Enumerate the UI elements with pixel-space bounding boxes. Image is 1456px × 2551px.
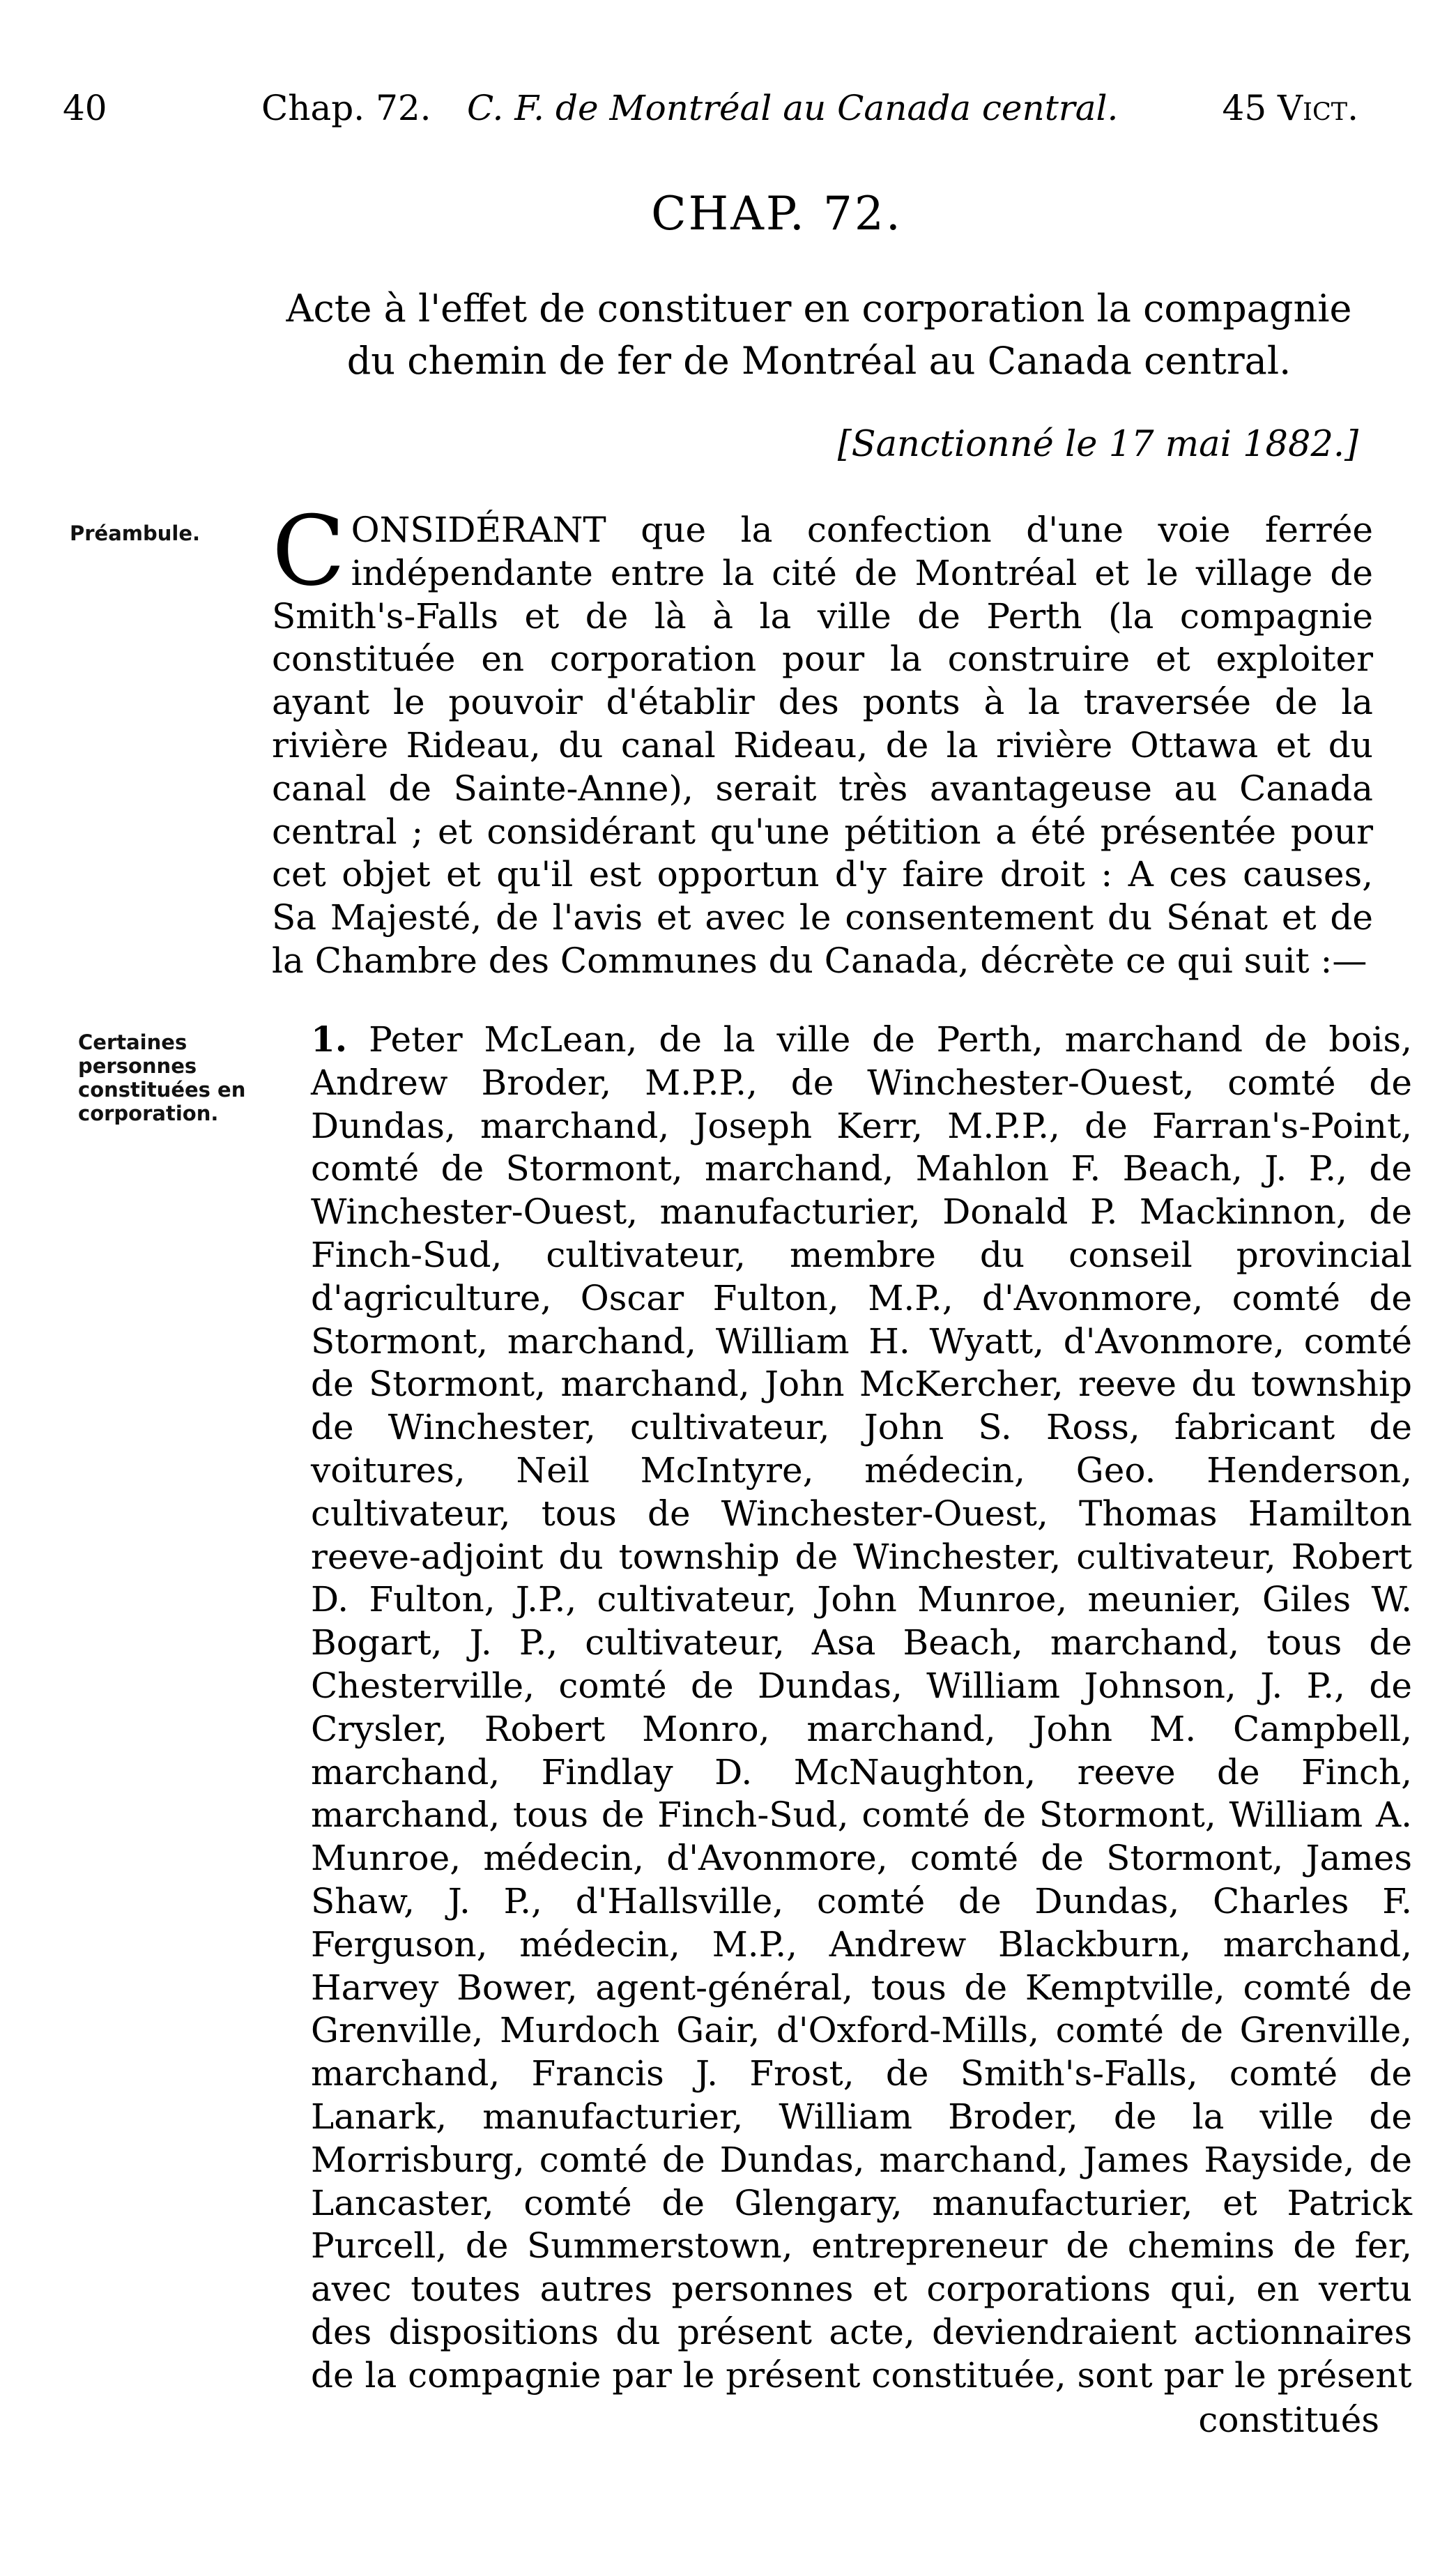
section-number: 1. (311, 1019, 348, 1060)
running-head-title: C. F. de Montréal au Canada central. (467, 88, 1119, 128)
sanction-date: [Sanctionné le 17 mai 1882.] (837, 424, 1358, 465)
page-number: 40 (63, 88, 107, 128)
act-title: Acte à l'effet de constituer en corporation la compagnie du chemin de fer de Montréal au Canada central. (286, 287, 1352, 383)
section-1-text: Peter McLean, de la ville de Perth, marchand de bois, Andrew Broder, M.P.P., de Winchester-Ouest, comté de Dundas, marchand, Joseph Kerr, M.P.P., de Farran's-Point, comté de Stormont, marchand, Mahlon F. Beach, J. P., de Winchester-Ouest, manufacturier, Donald P. Mackinnon, de Finch-Sud, cultivateur, membre du conseil provincial d'agriculture, Oscar Fulton, M.P., d'Avonmore, comté de Stormont, marchand, William H. Wyatt, d'Avonmore, comté de Stormont, marchand, John McKercher, reeve du township de Winchester, cultivateur, John S. Ross, fabricant de voitures, Neil McIntyre, médecin, Geo. Henderson, cultivateur, tous de Winchester-Ouest, Thomas Hamilton reeve-adjoint du township de Winchester, cultivateur, Robert D. Fulton, J.P., cultivateur, John Munroe, meunier, Giles W. Bogart, J. P., cultivateur, Asa Beach, marchand, tous de Chesterville, comté de Dundas, William Johnson, J. P., de Crysler, Robert Monro, marchand, John M. Campbell, marchand, Findlay D. McNaughton, reeve de Finch, marchand, tous de Finch-Sud, comté de Stormont, William A. Munroe, médecin, d'Avonmore, comté de Stormont, James Shaw, J. P., d'Hallsville, comté de Dundas, Charles F. Ferguson, médecin, M.P., Andrew Blackburn, marchand, Harvey Bower, agent-général, tous de Kemptville, comté de Grenville, Murdoch Gair, d'Oxford-Mills, comté de Grenville, marchand, Francis J. Frost, de Smith's-Falls, comté de Lanark, manufacturier, William Broder, de la ville de Morrisburg, comté de Dundas, marchand, James Rayside, de Lancaster, comté de Glengary, manufacturier, et Patrick Purcell, de Summerstown, entrepreneur de chemins de fer, avec toutes autres personnes et corporations qui, en vertu des dispositions du présent acte, deviendraient actionnaires de la compagnie par le présent constituée, sont par le présent (311, 1019, 1412, 2396)
running-head (63, 84, 1358, 132)
drop-cap: C (272, 495, 346, 607)
margin-note-incorporation: Certaines personnes constituées en corporation. (78, 1030, 246, 1125)
chapter-heading (0, 183, 1456, 245)
chapter-heading-text: CHAP. 72. (651, 187, 903, 241)
section-1-paragraph (272, 1018, 1412, 2398)
preamble-text: ONSIDÉRANT que la confection d'une voie ferrée indépendante entre la cité de Montréal et le village de Smith's-Falls et de là à la ville de Perth (la compagnie constituée en corporation pour la construire et exploiter ayant le pouvoir d'établir des ponts à la traversée de la rivière Rideau, du canal Rideau, de la rivière Ottawa et du canal de Sainte-Anne), serait très avantageuse au Canada central ; et considérant qu'une pétition a été présentée pour cet objet et qu'il est opportun d'y faire droit : A ces causes, Sa Majesté, de l'avis et avec le consentement du Sénat et de la Chambre des Communes du Canada, décrète ce qui suit :— (272, 510, 1373, 981)
catchword: constitués (1198, 2400, 1379, 2440)
running-head-chapter: Chap. 72. (261, 88, 431, 128)
margin-note-preamble: Préambule. (70, 521, 201, 545)
running-head-year: 45 Vict. (1222, 88, 1358, 128)
preamble-paragraph (272, 495, 1373, 983)
